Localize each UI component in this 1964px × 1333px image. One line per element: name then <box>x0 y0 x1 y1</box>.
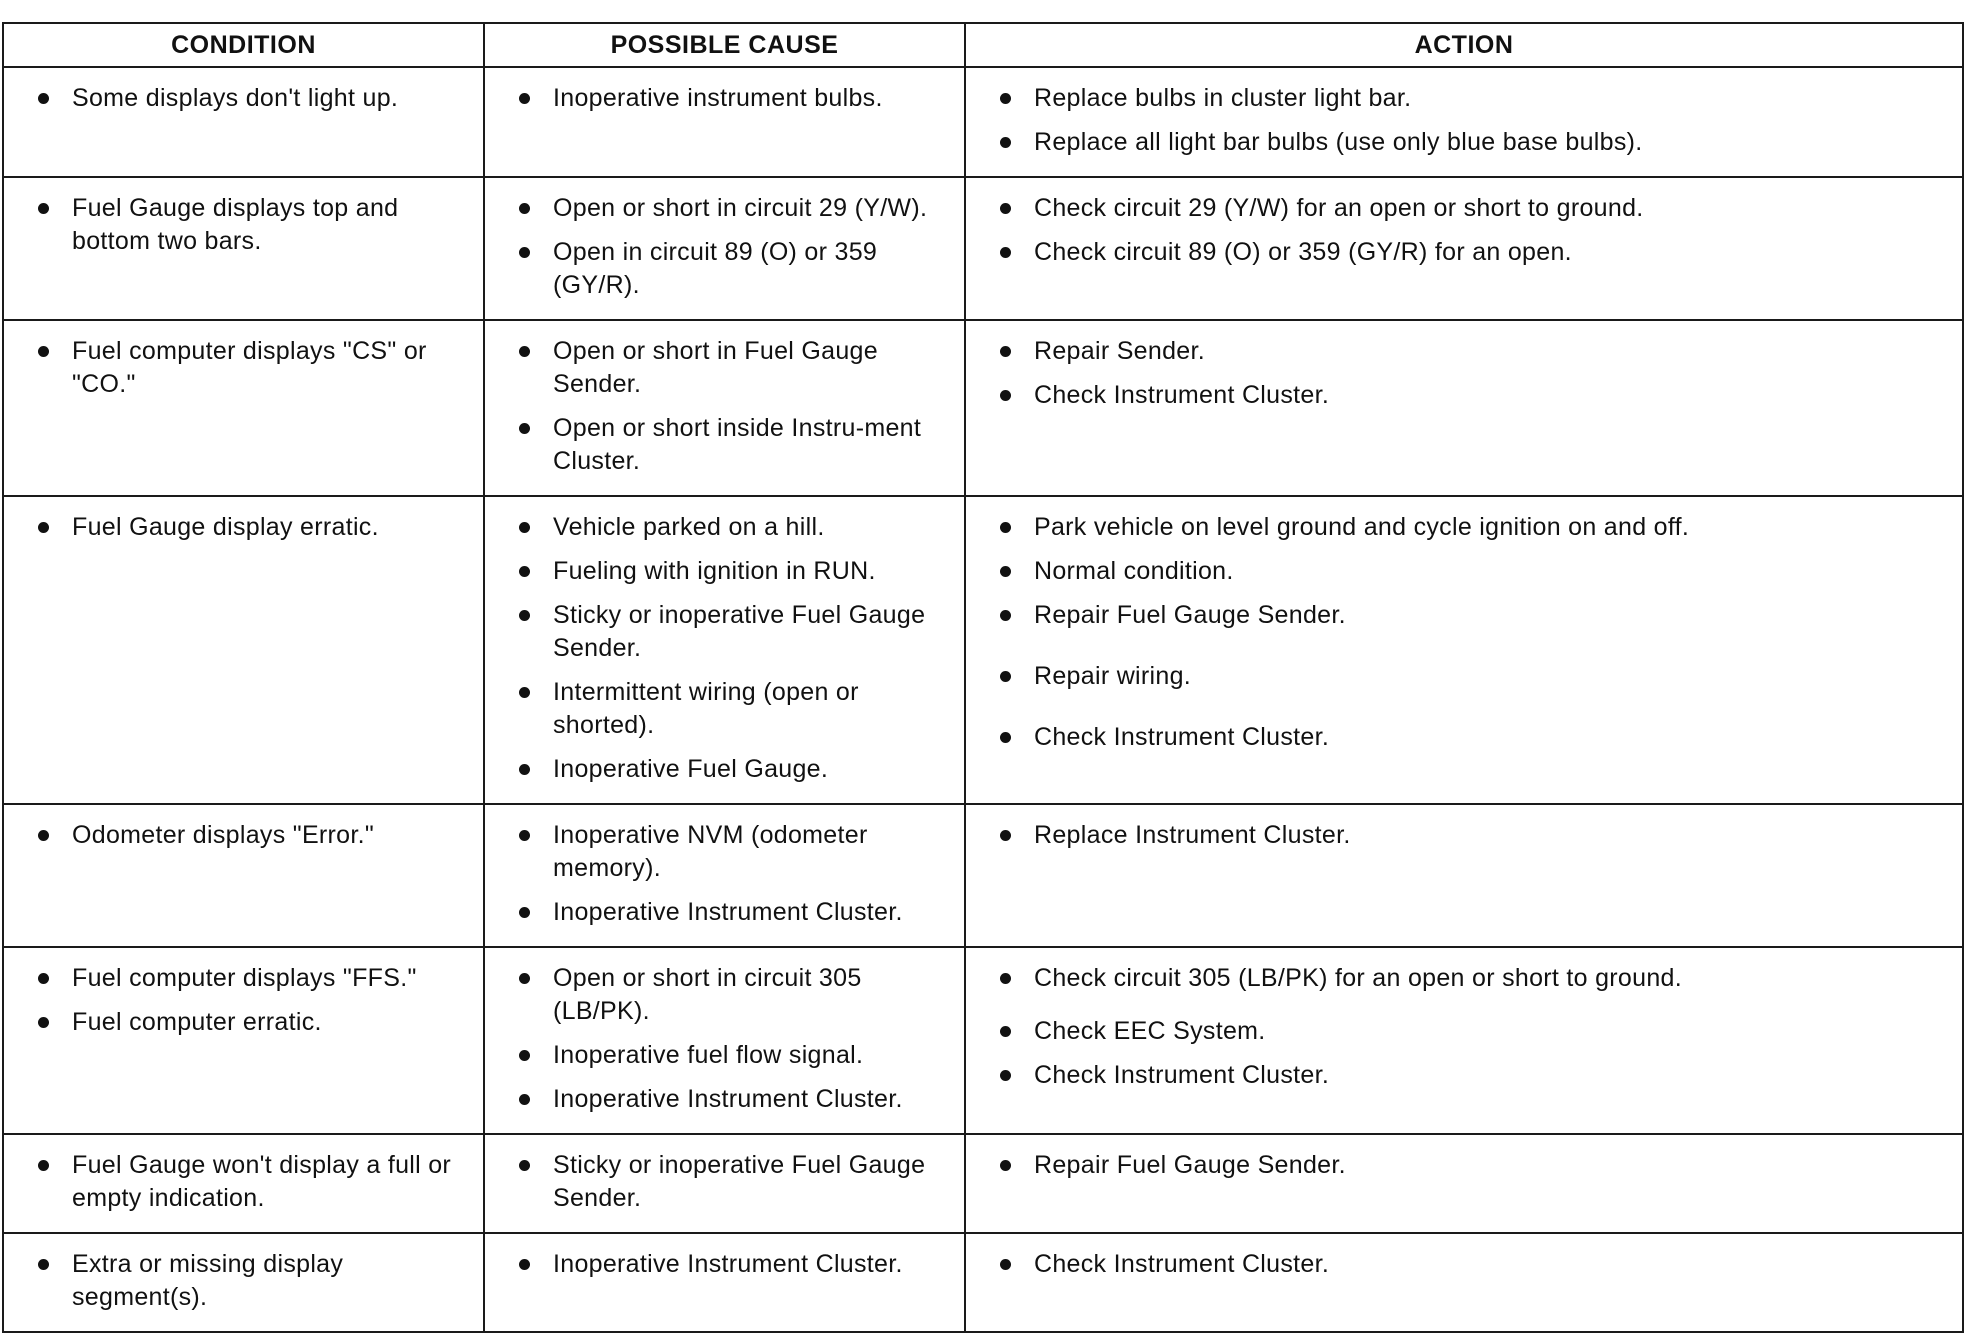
list-item <box>501 555 954 588</box>
list-item <box>982 819 1952 852</box>
action-text: Check EEC System. <box>1034 1017 1266 1045</box>
diagnosis-table-page <box>2 22 1962 1333</box>
possible-cause-text: Fueling with ignition in RUN. <box>553 557 876 585</box>
bullet-icon <box>519 1259 530 1270</box>
condition-text: Fuel computer erratic. <box>72 1008 322 1036</box>
condition-text: Some displays don't light up. <box>72 84 399 112</box>
action-text: Repair wiring. <box>1034 662 1192 690</box>
list-item <box>501 511 954 544</box>
possible-cause-text: Open in circuit 89 (O) or 359 (GY/R). <box>553 238 878 299</box>
bullet-icon <box>519 610 530 621</box>
bullet-icon <box>1000 671 1011 682</box>
action-text: Replace Instrument Cluster. <box>1034 821 1351 849</box>
bullet-icon <box>519 687 530 698</box>
bullet-icon <box>519 973 530 984</box>
bullet-icon <box>1000 973 1011 984</box>
action-text: Check Instrument Cluster. <box>1034 723 1330 751</box>
list-item <box>501 1039 954 1072</box>
list-item <box>982 1059 1952 1092</box>
list-item <box>982 599 1952 632</box>
possible-cause-list <box>485 321 964 495</box>
bullet-icon <box>1000 203 1011 214</box>
list-item <box>982 1015 1952 1048</box>
possible-cause-text: Open or short in Fuel Gauge Sender. <box>553 337 878 398</box>
possible-cause-text: Inoperative Fuel Gauge. <box>553 755 829 783</box>
bullet-icon <box>1000 93 1011 104</box>
condition-text: Fuel Gauge displays top and bottom two bars. <box>72 194 399 255</box>
action-text: Check Instrument Cluster. <box>1034 1250 1330 1278</box>
action-text: Repair Fuel Gauge Sender. <box>1034 1151 1346 1179</box>
bullet-icon <box>1000 390 1011 401</box>
list-item <box>20 335 473 401</box>
list-item <box>20 192 473 258</box>
table-row <box>3 804 1963 947</box>
bullet-icon <box>1000 137 1011 148</box>
bullet-icon <box>519 203 530 214</box>
action-cell <box>965 804 1963 947</box>
action-text: Check circuit 89 (O) or 359 (GY/R) for an open. <box>1034 238 1572 266</box>
condition-cell <box>3 496 484 804</box>
action-header: ACTION <box>965 23 1963 67</box>
possible-cause-text: Sticky or inoperative Fuel Gauge Sender. <box>553 601 926 662</box>
table-body <box>3 67 1963 1332</box>
list-item <box>501 236 954 302</box>
bullet-icon <box>1000 346 1011 357</box>
possible-cause-list <box>485 1234 964 1298</box>
possible-cause-list <box>485 1135 964 1232</box>
bullet-icon <box>38 346 49 357</box>
action-list <box>966 321 1962 429</box>
possible-cause-list <box>485 497 964 803</box>
possible-cause-text: Vehicle parked on a hill. <box>553 513 825 541</box>
action-text: Check circuit 305 (LB/PK) for an open or short to ground. <box>1034 964 1682 992</box>
bullet-icon <box>1000 610 1011 621</box>
list-item <box>982 126 1952 159</box>
table-row <box>3 1134 1963 1233</box>
condition-list <box>4 497 483 561</box>
condition-list <box>4 321 483 418</box>
condition-cell <box>3 320 484 496</box>
bullet-icon <box>519 247 530 258</box>
list-item <box>982 192 1952 225</box>
bullet-icon <box>519 1160 530 1171</box>
possible-cause-text: Open or short inside Instru-ment Cluster. <box>553 414 922 475</box>
bullet-icon <box>519 764 530 775</box>
table-row <box>3 320 1963 496</box>
condition-list <box>4 948 483 1056</box>
possible-cause-cell <box>484 67 965 177</box>
action-list <box>966 948 1962 1109</box>
condition-text: Extra or missing display segment(s). <box>72 1250 344 1311</box>
possible-cause-text: Inoperative Instrument Cluster. <box>553 898 903 926</box>
list-item <box>982 1149 1952 1182</box>
possible-cause-text: Intermittent wiring (open or shorted). <box>553 678 859 739</box>
possible-cause-text: Inoperative fuel flow signal. <box>553 1041 864 1069</box>
bullet-icon <box>519 1050 530 1061</box>
list-item <box>982 335 1952 368</box>
bullet-icon <box>519 566 530 577</box>
possible-cause-cell <box>484 177 965 320</box>
list-item <box>501 819 954 885</box>
condition-text: Fuel Gauge display erratic. <box>72 513 379 541</box>
list-item <box>20 962 473 995</box>
possible-cause-text: Inoperative NVM (odometer memory). <box>553 821 868 882</box>
action-cell <box>965 496 1963 804</box>
table-row <box>3 67 1963 177</box>
bullet-icon <box>38 973 49 984</box>
list-item <box>501 82 954 115</box>
list-item <box>982 555 1952 588</box>
possible-cause-list <box>485 948 964 1133</box>
condition-list <box>4 1135 483 1232</box>
action-text: Repair Sender. <box>1034 337 1205 365</box>
possible-cause-text: Inoperative Instrument Cluster. <box>553 1250 903 1278</box>
list-item <box>501 962 954 1028</box>
list-item <box>501 599 954 665</box>
bullet-icon <box>519 423 530 434</box>
action-cell <box>965 1134 1963 1233</box>
list-item <box>501 676 954 742</box>
bullet-icon <box>519 346 530 357</box>
action-text: Check Instrument Cluster. <box>1034 1061 1330 1089</box>
list-item <box>982 962 1952 995</box>
bullet-icon <box>1000 732 1011 743</box>
header-row <box>3 23 1963 67</box>
condition-list <box>4 178 483 275</box>
action-cell <box>965 67 1963 177</box>
bullet-icon <box>38 522 49 533</box>
list-item <box>501 412 954 478</box>
possible-cause-list <box>485 805 964 946</box>
possible-cause-cell <box>484 947 965 1134</box>
bullet-icon <box>1000 1026 1011 1037</box>
bullet-icon <box>38 1259 49 1270</box>
action-list <box>966 68 1962 176</box>
list-item <box>982 379 1952 412</box>
bullet-icon <box>519 1094 530 1105</box>
bullet-icon <box>1000 247 1011 258</box>
bullet-icon <box>519 93 530 104</box>
action-list <box>966 1234 1962 1298</box>
possible-cause-cell <box>484 804 965 947</box>
bullet-icon <box>519 907 530 918</box>
condition-cell <box>3 67 484 177</box>
condition-list <box>4 68 483 132</box>
list-item <box>20 1248 473 1314</box>
condition-cell <box>3 947 484 1134</box>
possible-cause-cell <box>484 1134 965 1233</box>
condition-text: Fuel Gauge won't display a full or empty indication. <box>72 1151 452 1212</box>
list-item <box>501 896 954 929</box>
list-item <box>982 1248 1952 1281</box>
list-item <box>20 511 473 544</box>
action-text: Park vehicle on level ground and cycle ignition on and off. <box>1034 513 1690 541</box>
list-item <box>501 753 954 786</box>
bullet-icon <box>1000 522 1011 533</box>
bullet-icon <box>1000 1070 1011 1081</box>
list-item <box>20 1149 473 1215</box>
action-list <box>966 805 1962 869</box>
possible-cause-list <box>485 68 964 132</box>
list-item <box>982 511 1952 544</box>
action-text: Check circuit 29 (Y/W) for an open or short to ground. <box>1034 194 1644 222</box>
action-text: Replace all light bar bulbs (use only blue base bulbs). <box>1034 128 1643 156</box>
action-text: Normal condition. <box>1034 557 1234 585</box>
list-item <box>501 335 954 401</box>
action-list <box>966 178 1962 286</box>
table-row <box>3 496 1963 804</box>
table-row <box>3 947 1963 1134</box>
possible-cause-text: Inoperative instrument bulbs. <box>553 84 883 112</box>
condition-text: Fuel computer displays "CS" or "CO." <box>72 337 427 398</box>
list-item <box>501 192 954 225</box>
condition-cell <box>3 804 484 947</box>
bullet-icon <box>38 1017 49 1028</box>
bullet-icon <box>38 203 49 214</box>
possible-cause-list <box>485 178 964 319</box>
possible-cause-header: POSSIBLE CAUSE <box>484 23 965 67</box>
action-list <box>966 1135 1962 1199</box>
condition-cell <box>3 177 484 320</box>
action-text: Check Instrument Cluster. <box>1034 381 1330 409</box>
possible-cause-cell <box>484 496 965 804</box>
list-item <box>501 1149 954 1215</box>
possible-cause-text: Inoperative Instrument Cluster. <box>553 1085 903 1113</box>
condition-text: Fuel computer displays "FFS." <box>72 964 417 992</box>
bullet-icon <box>1000 1259 1011 1270</box>
action-cell <box>965 947 1963 1134</box>
table-header <box>3 23 1963 67</box>
list-item <box>982 721 1952 754</box>
condition-text: Odometer displays "Error." <box>72 821 375 849</box>
action-cell <box>965 320 1963 496</box>
condition-list <box>4 1234 483 1331</box>
list-item <box>982 236 1952 269</box>
table-row <box>3 177 1963 320</box>
list-item <box>501 1248 954 1281</box>
bullet-icon <box>519 830 530 841</box>
possible-cause-cell <box>484 320 965 496</box>
possible-cause-text: Open or short in circuit 305 (LB/PK). <box>553 964 862 1025</box>
action-list <box>966 497 1962 771</box>
list-item <box>982 82 1952 115</box>
bullet-icon <box>38 1160 49 1171</box>
action-text: Repair Fuel Gauge Sender. <box>1034 601 1346 629</box>
condition-cell <box>3 1134 484 1233</box>
list-item <box>501 1083 954 1116</box>
list-item <box>20 82 473 115</box>
diagnosis-table <box>2 22 1964 1333</box>
action-cell <box>965 177 1963 320</box>
list-item <box>982 660 1952 693</box>
condition-list <box>4 805 483 869</box>
bullet-icon <box>1000 1160 1011 1171</box>
possible-cause-text: Sticky or inoperative Fuel Gauge Sender. <box>553 1151 926 1212</box>
possible-cause-text: Open or short in circuit 29 (Y/W). <box>553 194 928 222</box>
condition-header: CONDITION <box>3 23 484 67</box>
bullet-icon <box>1000 566 1011 577</box>
bullet-icon <box>38 830 49 841</box>
bullet-icon <box>1000 830 1011 841</box>
action-text: Replace bulbs in cluster light bar. <box>1034 84 1412 112</box>
bullet-icon <box>38 93 49 104</box>
bullet-icon <box>519 522 530 533</box>
list-item <box>20 1006 473 1039</box>
list-item <box>20 819 473 852</box>
